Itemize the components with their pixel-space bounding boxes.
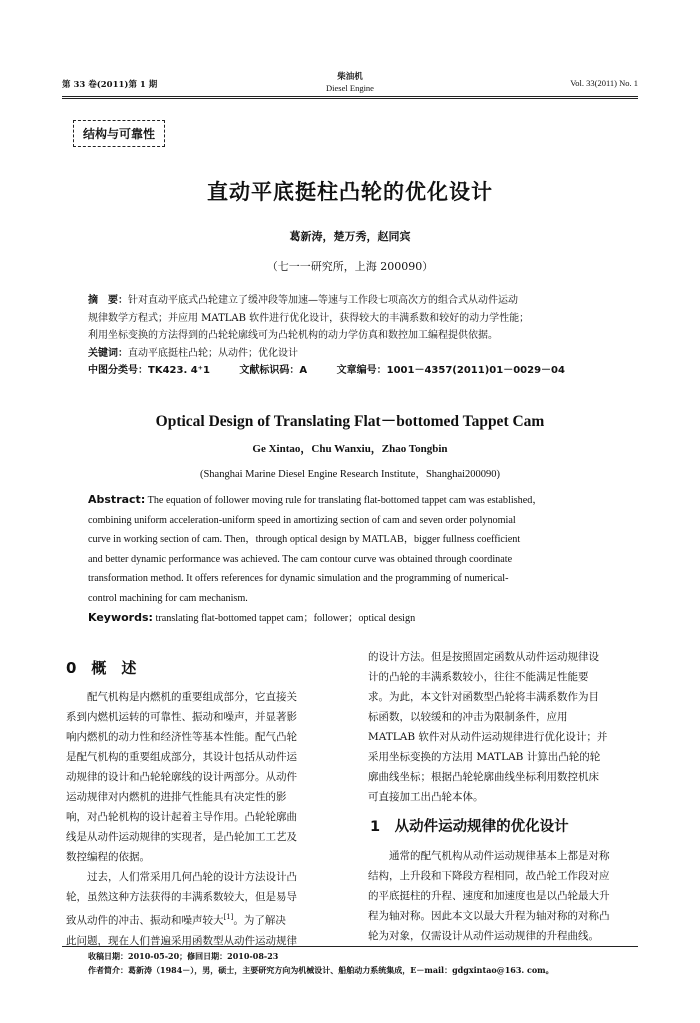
body-line: 过去，人们常采用几何凸轮的设计方法设计凸 (66, 871, 297, 883)
body-line: MATLAB 软件对从动件运动规律进行优化设计；并 (368, 731, 608, 743)
body-line: 可直接加工出凸轮本体。 (368, 791, 484, 803)
received-dates: 收稿日期：2010-05-20；修回日期：2010-08-23 (88, 951, 279, 961)
citation-ref[interactable]: [1] (223, 913, 234, 921)
section-1-heading: 1 从动件运动规律的优化设计 (370, 819, 569, 835)
journal-volume-en: Vol. 33(2011) No. 1 (570, 78, 638, 88)
doc-code: A (299, 365, 308, 376)
abstract-en-line: combining uniform acceleration-uniform speed in amortizing section of cam and seven order polynomial (88, 514, 516, 526)
keywords-cn-label: 关键词： (88, 347, 128, 359)
body-line: 采用坐标变换的方法用 MATLAB 计算出凸轮的轮 (368, 751, 601, 763)
affiliation-cn: （七一一研究所，上海 200090） (266, 260, 434, 273)
body-line: 运动规律对内燃机的进排气性能具有决定性的影 (66, 791, 287, 803)
body-line (66, 907, 352, 931)
keywords-cn: 直动平底挺柱凸轮；从动件；优化设计 (128, 347, 298, 359)
body-line: 响内燃机的动力性和经济性等基本性能。配气凸轮 (66, 731, 297, 743)
author-bio-label: 作者简介： (88, 965, 128, 975)
body-line: 系到内燃机运转的可靠性、振动和噪声，并显著影 (66, 711, 297, 723)
header-rule-2 (62, 98, 638, 99)
body-line: 此问题，现在人们普遍采用函数型从动件运动规律 (66, 934, 297, 947)
paper-title-cn: 直动平底挺柱凸轮的优化设计 (207, 180, 493, 204)
keywords-en: translating flat-bottomed tappet cam；follower；optical design (155, 613, 416, 624)
classification-line (88, 362, 628, 380)
abstract-cn-line: 利用坐标变换的方法得到的凸轮轮廓线可为凸轮机构的动力学仿真和数控加工编程提供依据。 (88, 330, 498, 341)
author-bio (88, 965, 640, 976)
clc-code: TK423. 4⁺1 (148, 365, 210, 376)
abstract-en-label: Abstract: (88, 493, 146, 506)
body-line: 的平底挺柱的升程、速度和加速度也是以凸轮最大升 (368, 890, 610, 902)
body-text: 。为了解决 (233, 914, 286, 927)
abstract-en-line: transformation method. It offers references for dynamic simulation and the programming of numerical- (88, 573, 509, 584)
section-1-body (368, 846, 646, 946)
paper-title-en: Optical Design of Translating Flat－bottomed Tappet Cam (155, 413, 545, 430)
journal-name-en: Diesel Engine (326, 83, 374, 93)
doc-label: 文献标识码： (239, 365, 300, 376)
header-rule (62, 96, 638, 97)
section-0-heading: 0 概 述 (66, 659, 137, 677)
body-line: 是配气机构的重要组成部分，其设计包括从动件运 (66, 751, 297, 763)
column-label: 结构与可靠性 (73, 120, 165, 147)
body-line: 的设计方法。但是按照固定函数从动件运动规律设 (368, 651, 599, 663)
clc-label: 中图分类号： (88, 365, 148, 376)
body-line: 轮，虽然这种方法获得的丰满系数较大，但是易导 (66, 891, 297, 903)
body-line: 计的凸轮的丰满系数较小，往往不能满足性能要 (368, 671, 589, 683)
affiliation-en: (Shanghai Marine Diesel Engine Research Institute，Shanghai200090) (199, 469, 501, 480)
right-column-body (368, 647, 646, 807)
abstract-en-line: control machining for cam mechanism. (88, 592, 248, 604)
body-line: 数控编程的依据。 (66, 851, 150, 863)
abstract-en-line: and better dynamic performance was achieved. The cam contour curve was obtained through coordinate (88, 553, 513, 565)
abstract-en-line: curve in working section of cam. Then，through optical design by MATLAB，bigger fullness coefficient (88, 534, 521, 545)
body-line: 标函数，以较缓和的冲击为限制条件，应用 (368, 711, 568, 723)
body-text: 致从动件的冲击、振动和噪声较大 (66, 914, 224, 927)
abstract-cn (88, 292, 628, 380)
body-line: 廓曲线坐标；根据凸轮轮廓曲线坐标利用数控机床 (368, 771, 599, 783)
body-line: 配气机构是内燃机的重要组成部分，它直接关 (66, 691, 297, 703)
journal-volume: 第 33 卷(2011)第 1 期 (62, 80, 158, 90)
body-line: 响，对凸轮机构的设计起着主导作用。凸轮轮廓曲 (66, 811, 297, 823)
body-line: 结构，上升段和下降段方程相同，故凸轮工作段对应 (368, 870, 610, 882)
section-0-body (66, 687, 352, 951)
abstract-en-line: The equation of follower moving rule for translating flat-bottomed tappet cam was established， (147, 495, 543, 506)
abstract-cn-line: 针对直动平底式凸轮建立了缓冲段等加速—等速与工作段七项高次方的组合式从动件运动 (128, 295, 518, 306)
body-line: 通常的配气机构从动件运动规律基本上都是对称 (368, 850, 610, 862)
abstract-en (88, 490, 630, 629)
body-line: 求。为此，本文针对函数型凸轮将丰满系数作为目 (368, 691, 599, 703)
body-line: 程为轴对称。因此本文以最大升程为轴对称的对称凸 (368, 910, 610, 922)
author-bio-text: 葛新涛（1984－），男，硕士，主要研究方向为机械设计、船舶动力系统集成，E－mail：gdgxintao@163. com。 (128, 965, 554, 975)
abstract-cn-line: 规律数学方程式；并应用 MATLAB 软件进行优化设计，获得较大的丰满系数和较好的动力学性能； (88, 312, 530, 324)
keywords-en-label: Keywords: (88, 611, 153, 624)
body-line: 线是从动件运动规律的实现者，是凸轮加工工艺及 (66, 831, 297, 843)
journal-name-cn: 柴油机 (337, 72, 363, 82)
article-code: 1001－4357(2011)01－0029－04 (386, 365, 565, 376)
body-line: 动规律的设计和凸轮轮廓线的设计两部分。从动件 (66, 771, 297, 783)
authors-cn: 葛新涛，楚万秀，赵同宾 (289, 230, 411, 243)
body-line: 轮为对象，仅需设计从动件运动规律的升程曲线。 (368, 930, 599, 942)
article-label: 文章编号： (336, 365, 387, 376)
abstract-cn-label: 摘 要： (88, 295, 128, 306)
footnote-rule (62, 946, 638, 947)
authors-en: Ge Xintao，Chu Wanxiu，Zhao Tongbin (252, 443, 448, 455)
